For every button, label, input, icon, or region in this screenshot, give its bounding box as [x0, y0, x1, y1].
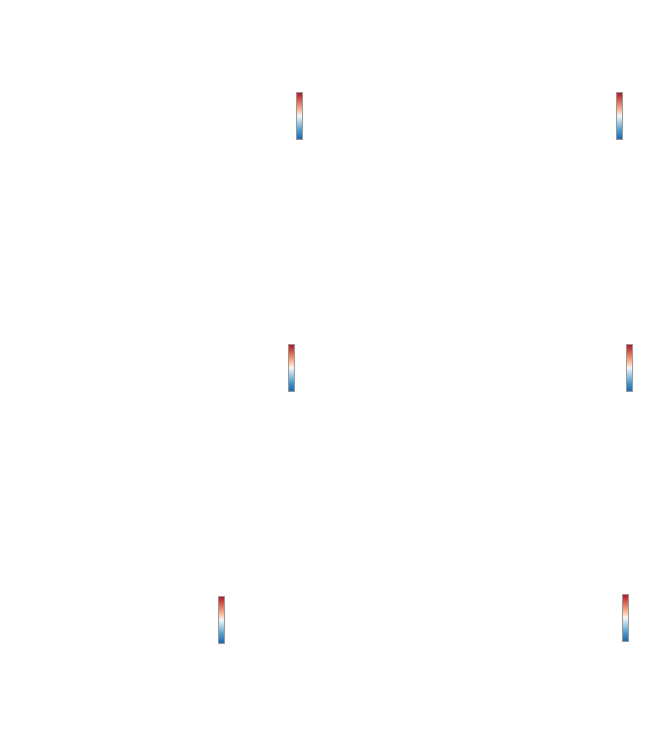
panel-a: [0, 0, 334, 252]
panel-d-colorbar: [626, 344, 633, 392]
panel-e-legend: [218, 592, 225, 644]
panel-d-col-labels: [384, 464, 624, 498]
panel-f-colorbar: [622, 594, 629, 642]
panel-a-col-labels: [52, 218, 292, 252]
panel-e-col-labels: [36, 712, 276, 746]
panel-f: [334, 504, 668, 744]
panel-f-col-labels: [380, 704, 620, 738]
panel-c-col-labels: [42, 470, 282, 504]
panel-f-legend: [622, 590, 629, 642]
panel-a-colorbar: [296, 92, 303, 140]
panel-a-legend: [296, 88, 303, 140]
panel-b-legend: [616, 88, 623, 140]
panel-c-colorbar: [288, 344, 295, 392]
panel-e: [0, 504, 334, 744]
panel-d-legend: [626, 340, 633, 392]
panel-c: [0, 252, 334, 504]
panel-b-col-labels: [370, 218, 610, 252]
panel-b: [334, 0, 668, 252]
panel-d: [334, 252, 668, 504]
panel-c-legend: [288, 340, 295, 392]
panel-b-colorbar: [616, 92, 623, 140]
panel-e-colorbar: [218, 596, 225, 644]
